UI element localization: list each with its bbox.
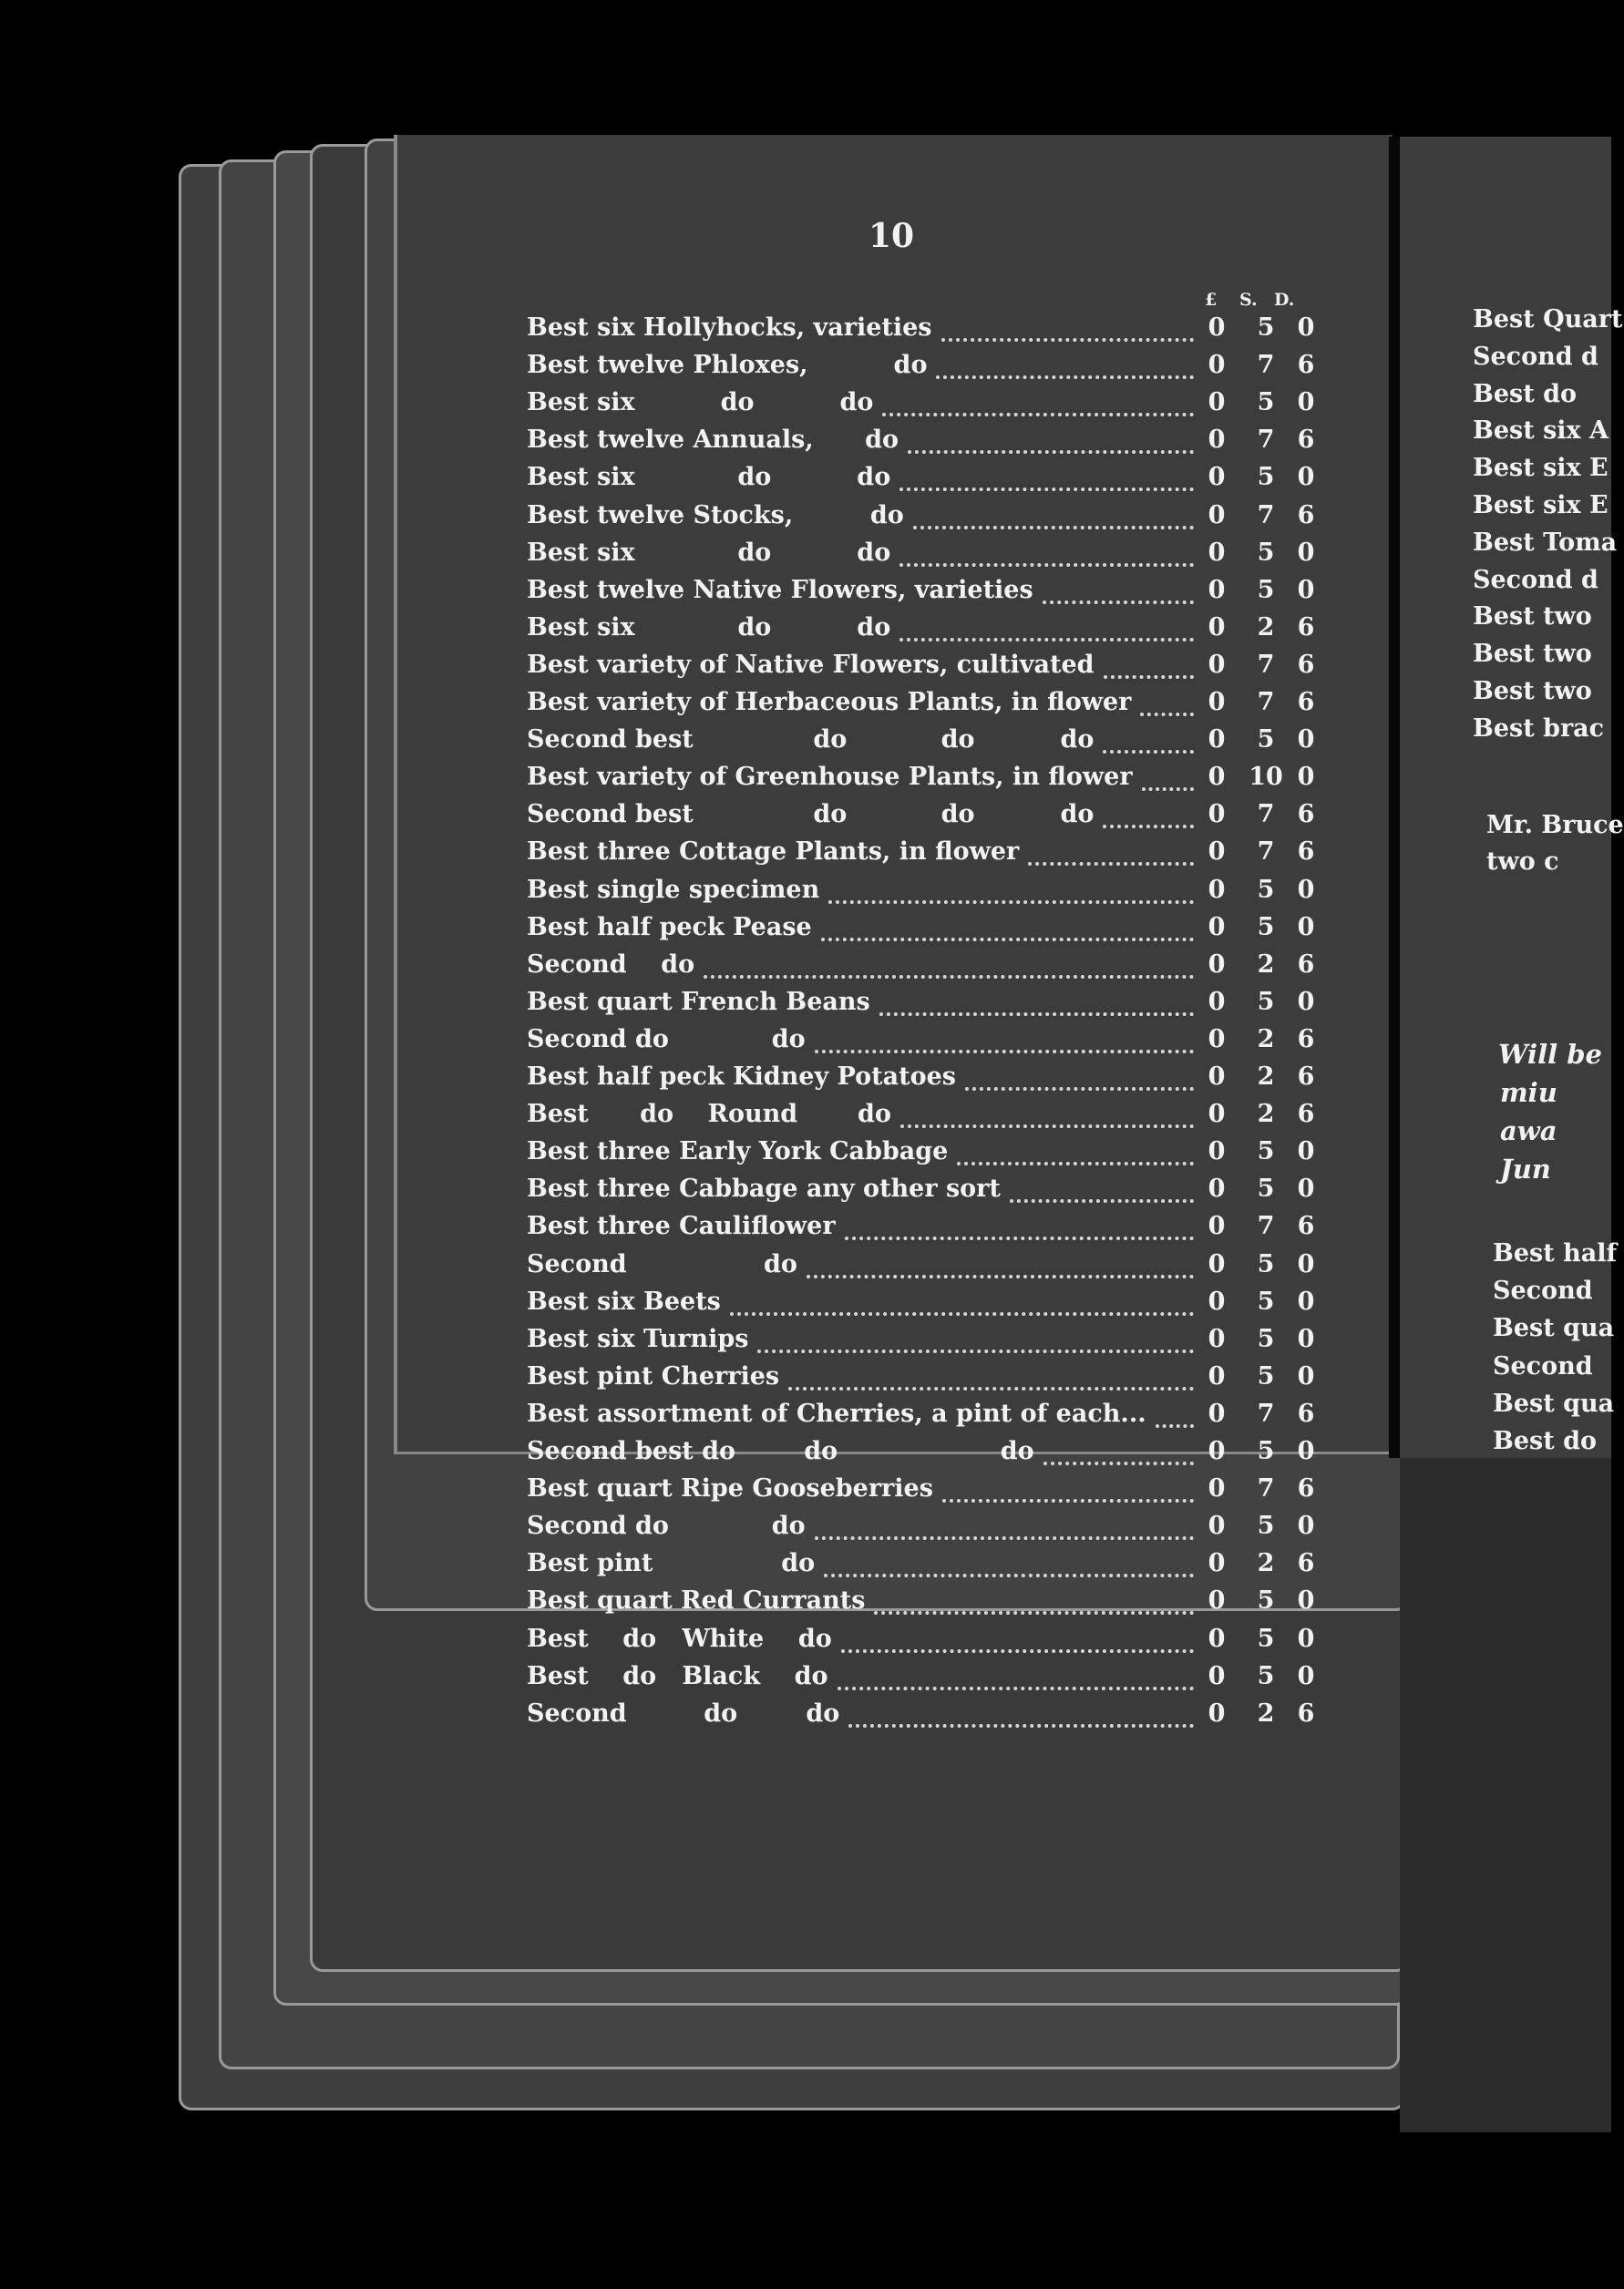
prize-item: Best single specimen xyxy=(527,876,820,904)
facing-page-text: Best do xyxy=(1473,379,1577,408)
dot-leader xyxy=(899,638,1194,642)
facing-page-text: Best six E xyxy=(1473,491,1609,519)
shillings-value: 5 xyxy=(1257,1175,1275,1203)
prize-item: Best assortment of Cherries, a pint of each... xyxy=(527,1400,1146,1428)
dot-leader xyxy=(845,1237,1194,1240)
facing-page-text: Best qua xyxy=(1493,1389,1615,1418)
pence-value: 6 xyxy=(1297,1699,1315,1728)
facing-page xyxy=(1400,137,1624,1461)
prize-item: Best variety of Herbaceous Plants, in flower xyxy=(527,688,1132,716)
dot-leader xyxy=(815,1050,1194,1053)
pounds-value: 0 xyxy=(1208,388,1226,416)
pence-value: 0 xyxy=(1297,1175,1315,1203)
table-row xyxy=(527,1586,1315,1624)
shillings-value: 5 xyxy=(1257,313,1275,342)
pounds-value: 0 xyxy=(1208,725,1226,754)
pence-value: 6 xyxy=(1297,800,1315,828)
facing-page-text: Best half xyxy=(1493,1239,1618,1268)
prize-item: Best half peck Kidney Potatoes xyxy=(527,1062,956,1091)
shillings-value: 7 xyxy=(1257,837,1275,866)
dot-leader xyxy=(965,1087,1194,1091)
pence-value: 0 xyxy=(1297,388,1315,416)
prize-item: Best do White do xyxy=(527,1625,832,1653)
prize-item: Second do xyxy=(527,1250,797,1278)
dot-leader xyxy=(879,1012,1194,1016)
table-row xyxy=(527,1325,1315,1362)
prize-item: Best do Black do xyxy=(527,1662,828,1690)
prize-item: Best twelve Native Flowers, varieties xyxy=(527,576,1033,604)
facing-page-text: Best brac xyxy=(1473,713,1605,743)
dot-leader xyxy=(874,1611,1194,1615)
prize-item: Best pint Cherries xyxy=(527,1362,780,1391)
dot-leader xyxy=(1043,600,1194,604)
prize-item: Best six do do xyxy=(527,539,891,567)
pence-value: 0 xyxy=(1297,1586,1315,1615)
facing-page-text: Will be xyxy=(1498,1039,1602,1070)
dot-leader xyxy=(1103,750,1194,754)
pounds-value: 0 xyxy=(1208,613,1226,642)
pence-value: 6 xyxy=(1297,688,1315,716)
prize-item: Best variety of Native Flowers, cultivated xyxy=(527,651,1095,679)
table-row xyxy=(527,463,1315,500)
table-row xyxy=(527,539,1315,576)
pounds-value: 0 xyxy=(1208,1400,1226,1428)
shillings-value: 7 xyxy=(1257,651,1275,679)
table-row xyxy=(527,613,1315,651)
table-row xyxy=(527,1175,1315,1212)
shillings-value: 5 xyxy=(1257,463,1275,491)
table-row xyxy=(527,1212,1315,1249)
pounds-value: 0 xyxy=(1208,913,1226,941)
pence-value: 0 xyxy=(1297,1512,1315,1540)
shillings-value: 5 xyxy=(1257,725,1275,754)
dot-leader xyxy=(807,1275,1194,1278)
pence-value: 6 xyxy=(1297,837,1315,866)
dot-leader xyxy=(899,488,1194,491)
facing-page-text: awa xyxy=(1500,1115,1557,1146)
facing-page-text: Jun xyxy=(1500,1154,1551,1185)
prize-item: Best six do do xyxy=(527,388,874,416)
dot-leader xyxy=(942,1499,1194,1503)
dot-leader xyxy=(908,450,1194,454)
dot-leader xyxy=(757,1350,1194,1353)
pence-value: 0 xyxy=(1297,1250,1315,1278)
prize-item: Best twelve Stocks, do xyxy=(527,501,904,529)
pence-value: 0 xyxy=(1297,539,1315,567)
prize-item: Second best do do do xyxy=(527,1437,1034,1465)
table-row xyxy=(527,501,1315,539)
shillings-value: 2 xyxy=(1257,1699,1275,1728)
pounds-value: 0 xyxy=(1208,351,1226,379)
dot-leader xyxy=(821,938,1194,941)
prize-item: Best three Cauliflower xyxy=(527,1212,836,1240)
facing-page-text: Best two xyxy=(1473,677,1592,705)
table-row xyxy=(527,950,1315,988)
prize-item: Best twelve Annuals, do xyxy=(527,426,899,454)
pounds-value: 0 xyxy=(1208,1625,1226,1653)
table-row xyxy=(527,388,1315,426)
shillings-value: 5 xyxy=(1257,1137,1275,1165)
pence-value: 6 xyxy=(1297,1062,1315,1091)
pence-value: 6 xyxy=(1297,426,1315,454)
shillings-value: 7 xyxy=(1257,800,1275,828)
shillings-value: 7 xyxy=(1257,351,1275,379)
prize-item: Best six Turnips xyxy=(527,1325,749,1353)
shillings-value: 5 xyxy=(1257,988,1275,1016)
pence-value: 0 xyxy=(1297,1288,1315,1316)
table-row xyxy=(527,725,1315,763)
pounds-value: 0 xyxy=(1208,1699,1226,1728)
dot-leader xyxy=(941,338,1194,342)
dot-leader xyxy=(913,526,1194,529)
facing-page-edge xyxy=(1400,1458,1611,2132)
facing-page-text: miu xyxy=(1500,1077,1557,1108)
table-row xyxy=(527,1025,1315,1062)
pounds-value: 0 xyxy=(1208,1662,1226,1690)
shillings-value: 7 xyxy=(1257,1212,1275,1240)
shillings-value: 2 xyxy=(1257,1100,1275,1128)
prize-item: Best six do do xyxy=(527,463,891,491)
pounds-value: 0 xyxy=(1208,800,1226,828)
facing-page-text: Best two xyxy=(1473,640,1592,669)
pounds-value: 0 xyxy=(1208,1474,1226,1503)
pence-value: 0 xyxy=(1297,988,1315,1016)
prize-item: Second best do do do xyxy=(527,800,1095,828)
facing-page-text: two c xyxy=(1486,847,1559,876)
dot-leader xyxy=(841,1649,1194,1653)
pence-value: 0 xyxy=(1297,876,1315,904)
facing-page-text: Best two xyxy=(1473,602,1592,631)
table-row xyxy=(527,1137,1315,1175)
prize-item: Best do Round do xyxy=(527,1100,891,1128)
pounds-value: 0 xyxy=(1208,837,1226,866)
dot-leader xyxy=(1140,713,1194,716)
prize-item: Best three Early York Cabbage xyxy=(527,1137,949,1165)
pounds-value: 0 xyxy=(1208,1512,1226,1540)
table-row xyxy=(527,1474,1315,1512)
table-row xyxy=(527,1662,1315,1699)
pence-value: 6 xyxy=(1297,351,1315,379)
pounds-value: 0 xyxy=(1208,1100,1226,1128)
shillings-value: 5 xyxy=(1257,1625,1275,1653)
pence-value: 6 xyxy=(1297,950,1315,979)
shillings-value: 5 xyxy=(1257,576,1275,604)
facing-page-text: Second xyxy=(1493,1277,1593,1306)
pence-value: 0 xyxy=(1297,1662,1315,1690)
prize-item: Best three Cabbage any other sort xyxy=(527,1175,1001,1203)
pounds-value: 0 xyxy=(1208,688,1226,716)
prize-item: Second do do xyxy=(527,1025,806,1053)
table-row xyxy=(527,1625,1315,1662)
shillings-value: 5 xyxy=(1257,1250,1275,1278)
table-row xyxy=(527,913,1315,950)
pounds-value: 0 xyxy=(1208,576,1226,604)
pence-value: 6 xyxy=(1297,651,1315,679)
pence-value: 0 xyxy=(1297,463,1315,491)
shillings-value: 5 xyxy=(1257,539,1275,567)
facing-page-text: Best Toma xyxy=(1473,528,1618,557)
pence-value: 0 xyxy=(1297,1625,1315,1653)
prize-item: Second do xyxy=(527,950,695,979)
pence-value: 6 xyxy=(1297,613,1315,642)
pence-value: 6 xyxy=(1297,1212,1315,1240)
table-row xyxy=(527,576,1315,613)
shillings-value: 2 xyxy=(1257,1062,1275,1091)
prize-item: Second do do xyxy=(527,1699,840,1728)
prize-item: Best half peck Pease xyxy=(527,913,812,941)
dot-leader xyxy=(1043,1462,1194,1465)
shillings-value: 2 xyxy=(1257,613,1275,642)
pounds-value: 0 xyxy=(1208,539,1226,567)
pence-value: 6 xyxy=(1297,1400,1315,1428)
dot-leader xyxy=(1142,787,1194,791)
table-row xyxy=(527,1549,1315,1586)
pounds-value: 0 xyxy=(1208,1437,1226,1465)
column-header-pounds: £ xyxy=(1205,290,1218,310)
facing-page-text: Mr. Bruce xyxy=(1486,811,1624,839)
shillings-value: 5 xyxy=(1257,1288,1275,1316)
pounds-value: 0 xyxy=(1208,1137,1226,1165)
prize-item: Best pint do xyxy=(527,1549,816,1577)
prize-item: Best variety of Greenhouse Plants, in flower xyxy=(527,763,1133,791)
dot-leader xyxy=(1156,1424,1194,1428)
table-row xyxy=(527,876,1315,913)
facing-page-text: Best six E xyxy=(1473,454,1609,483)
shillings-value: 2 xyxy=(1257,950,1275,979)
pence-value: 6 xyxy=(1297,1549,1315,1577)
dot-leader xyxy=(730,1312,1194,1316)
dot-leader xyxy=(838,1687,1194,1690)
pounds-value: 0 xyxy=(1208,1586,1226,1615)
pence-value: 0 xyxy=(1297,1437,1315,1465)
pounds-value: 0 xyxy=(1208,1362,1226,1391)
prize-item: Best three Cottage Plants, in flower xyxy=(527,837,1020,866)
facing-page-text: Second d xyxy=(1473,565,1598,594)
pounds-value: 0 xyxy=(1208,1549,1226,1577)
prize-item: Best quart Red Currants xyxy=(527,1586,866,1615)
prize-item: Best six do do xyxy=(527,613,891,642)
dot-leader xyxy=(815,1536,1194,1540)
pounds-value: 0 xyxy=(1208,1025,1226,1053)
facing-page-text: Second xyxy=(1493,1351,1593,1381)
pounds-value: 0 xyxy=(1208,1062,1226,1091)
dot-leader xyxy=(788,1387,1194,1391)
prize-item: Best six Beets xyxy=(527,1288,721,1316)
table-row xyxy=(527,426,1315,463)
dot-leader xyxy=(1028,862,1194,866)
table-row xyxy=(527,1512,1315,1549)
dot-leader xyxy=(828,900,1194,904)
shillings-value: 7 xyxy=(1257,1400,1275,1428)
pence-value: 0 xyxy=(1297,1137,1315,1165)
shillings-value: 2 xyxy=(1257,1549,1275,1577)
column-header-pence: D. xyxy=(1274,290,1295,310)
dot-leader xyxy=(824,1574,1194,1577)
dot-leader xyxy=(1103,825,1194,828)
shillings-value: 5 xyxy=(1257,1325,1275,1353)
prize-item: Best six Hollyhocks, varieties xyxy=(527,313,932,342)
shillings-value: 5 xyxy=(1257,388,1275,416)
shillings-value: 7 xyxy=(1257,1474,1275,1503)
pounds-value: 0 xyxy=(1208,763,1226,791)
dot-leader xyxy=(1104,675,1194,679)
table-row xyxy=(527,688,1315,725)
shillings-value: 5 xyxy=(1257,1662,1275,1690)
table-row xyxy=(527,837,1315,875)
table-row xyxy=(527,988,1315,1025)
pounds-value: 0 xyxy=(1208,1288,1226,1316)
prize-item: Best quart Ripe Gooseberries xyxy=(527,1474,933,1503)
table-row xyxy=(527,1250,1315,1288)
pounds-value: 0 xyxy=(1208,1250,1226,1278)
dot-leader xyxy=(704,975,1194,979)
shillings-value: 5 xyxy=(1257,1362,1275,1391)
dot-leader xyxy=(900,1124,1194,1128)
dot-leader xyxy=(936,375,1194,379)
table-row xyxy=(527,800,1315,837)
pounds-value: 0 xyxy=(1208,876,1226,904)
table-row xyxy=(527,651,1315,688)
prize-item: Best twelve Phloxes, do xyxy=(527,351,928,379)
table-row xyxy=(527,1699,1315,1737)
pounds-value: 0 xyxy=(1208,1175,1226,1203)
pounds-value: 0 xyxy=(1208,313,1226,342)
table-row xyxy=(527,1288,1315,1325)
facing-page-text: Best Quart xyxy=(1473,305,1623,334)
pounds-value: 0 xyxy=(1208,988,1226,1016)
facing-page-text: Second d xyxy=(1473,342,1598,371)
pence-value: 0 xyxy=(1297,763,1315,791)
shillings-value: 5 xyxy=(1257,876,1275,904)
pounds-value: 0 xyxy=(1208,426,1226,454)
facing-page-text: Best qua xyxy=(1493,1314,1615,1343)
facing-page-text: Best six A xyxy=(1473,416,1609,446)
table-row xyxy=(527,313,1315,351)
prize-item: Second best do do do xyxy=(527,725,1095,754)
table-row xyxy=(527,1400,1315,1437)
pence-value: 6 xyxy=(1297,501,1315,529)
facing-page-text: Best do xyxy=(1493,1427,1597,1455)
pence-value: 0 xyxy=(1297,313,1315,342)
table-row xyxy=(527,351,1315,388)
shillings-value: 5 xyxy=(1257,1586,1275,1615)
pence-value: 0 xyxy=(1297,576,1315,604)
pence-value: 6 xyxy=(1297,1025,1315,1053)
book-gutter xyxy=(1389,137,1400,1458)
prize-item: Best quart French Beans xyxy=(527,988,870,1016)
shillings-value: 2 xyxy=(1257,1025,1275,1053)
shillings-value: 5 xyxy=(1257,1512,1275,1540)
pence-value: 0 xyxy=(1297,1362,1315,1391)
table-row xyxy=(527,1437,1315,1474)
dot-leader xyxy=(957,1162,1194,1165)
pounds-value: 0 xyxy=(1208,501,1226,529)
table-row xyxy=(527,1100,1315,1137)
pence-value: 0 xyxy=(1297,725,1315,754)
pounds-value: 0 xyxy=(1208,463,1226,491)
pounds-value: 0 xyxy=(1208,651,1226,679)
shillings-value: 10 xyxy=(1249,763,1283,791)
shillings-value: 5 xyxy=(1257,1437,1275,1465)
pounds-value: 0 xyxy=(1208,950,1226,979)
table-row xyxy=(527,763,1315,800)
column-header-shillings: S. xyxy=(1239,290,1258,310)
pounds-value: 0 xyxy=(1208,1212,1226,1240)
pence-value: 6 xyxy=(1297,1100,1315,1128)
dot-leader xyxy=(848,1724,1194,1728)
shillings-value: 7 xyxy=(1257,426,1275,454)
dot-leader xyxy=(882,413,1194,416)
pounds-value: 0 xyxy=(1208,1325,1226,1353)
dot-leader xyxy=(899,563,1194,567)
dot-leader xyxy=(1010,1199,1194,1203)
pence-value: 6 xyxy=(1297,1474,1315,1503)
prize-item: Second do do xyxy=(527,1512,806,1540)
table-row xyxy=(527,1062,1315,1100)
pence-value: 0 xyxy=(1297,1325,1315,1353)
table-row xyxy=(527,1362,1315,1400)
shillings-value: 5 xyxy=(1257,913,1275,941)
shillings-value: 7 xyxy=(1257,688,1275,716)
pence-value: 0 xyxy=(1297,913,1315,941)
page-number: 10 xyxy=(868,217,915,255)
shillings-value: 7 xyxy=(1257,501,1275,529)
